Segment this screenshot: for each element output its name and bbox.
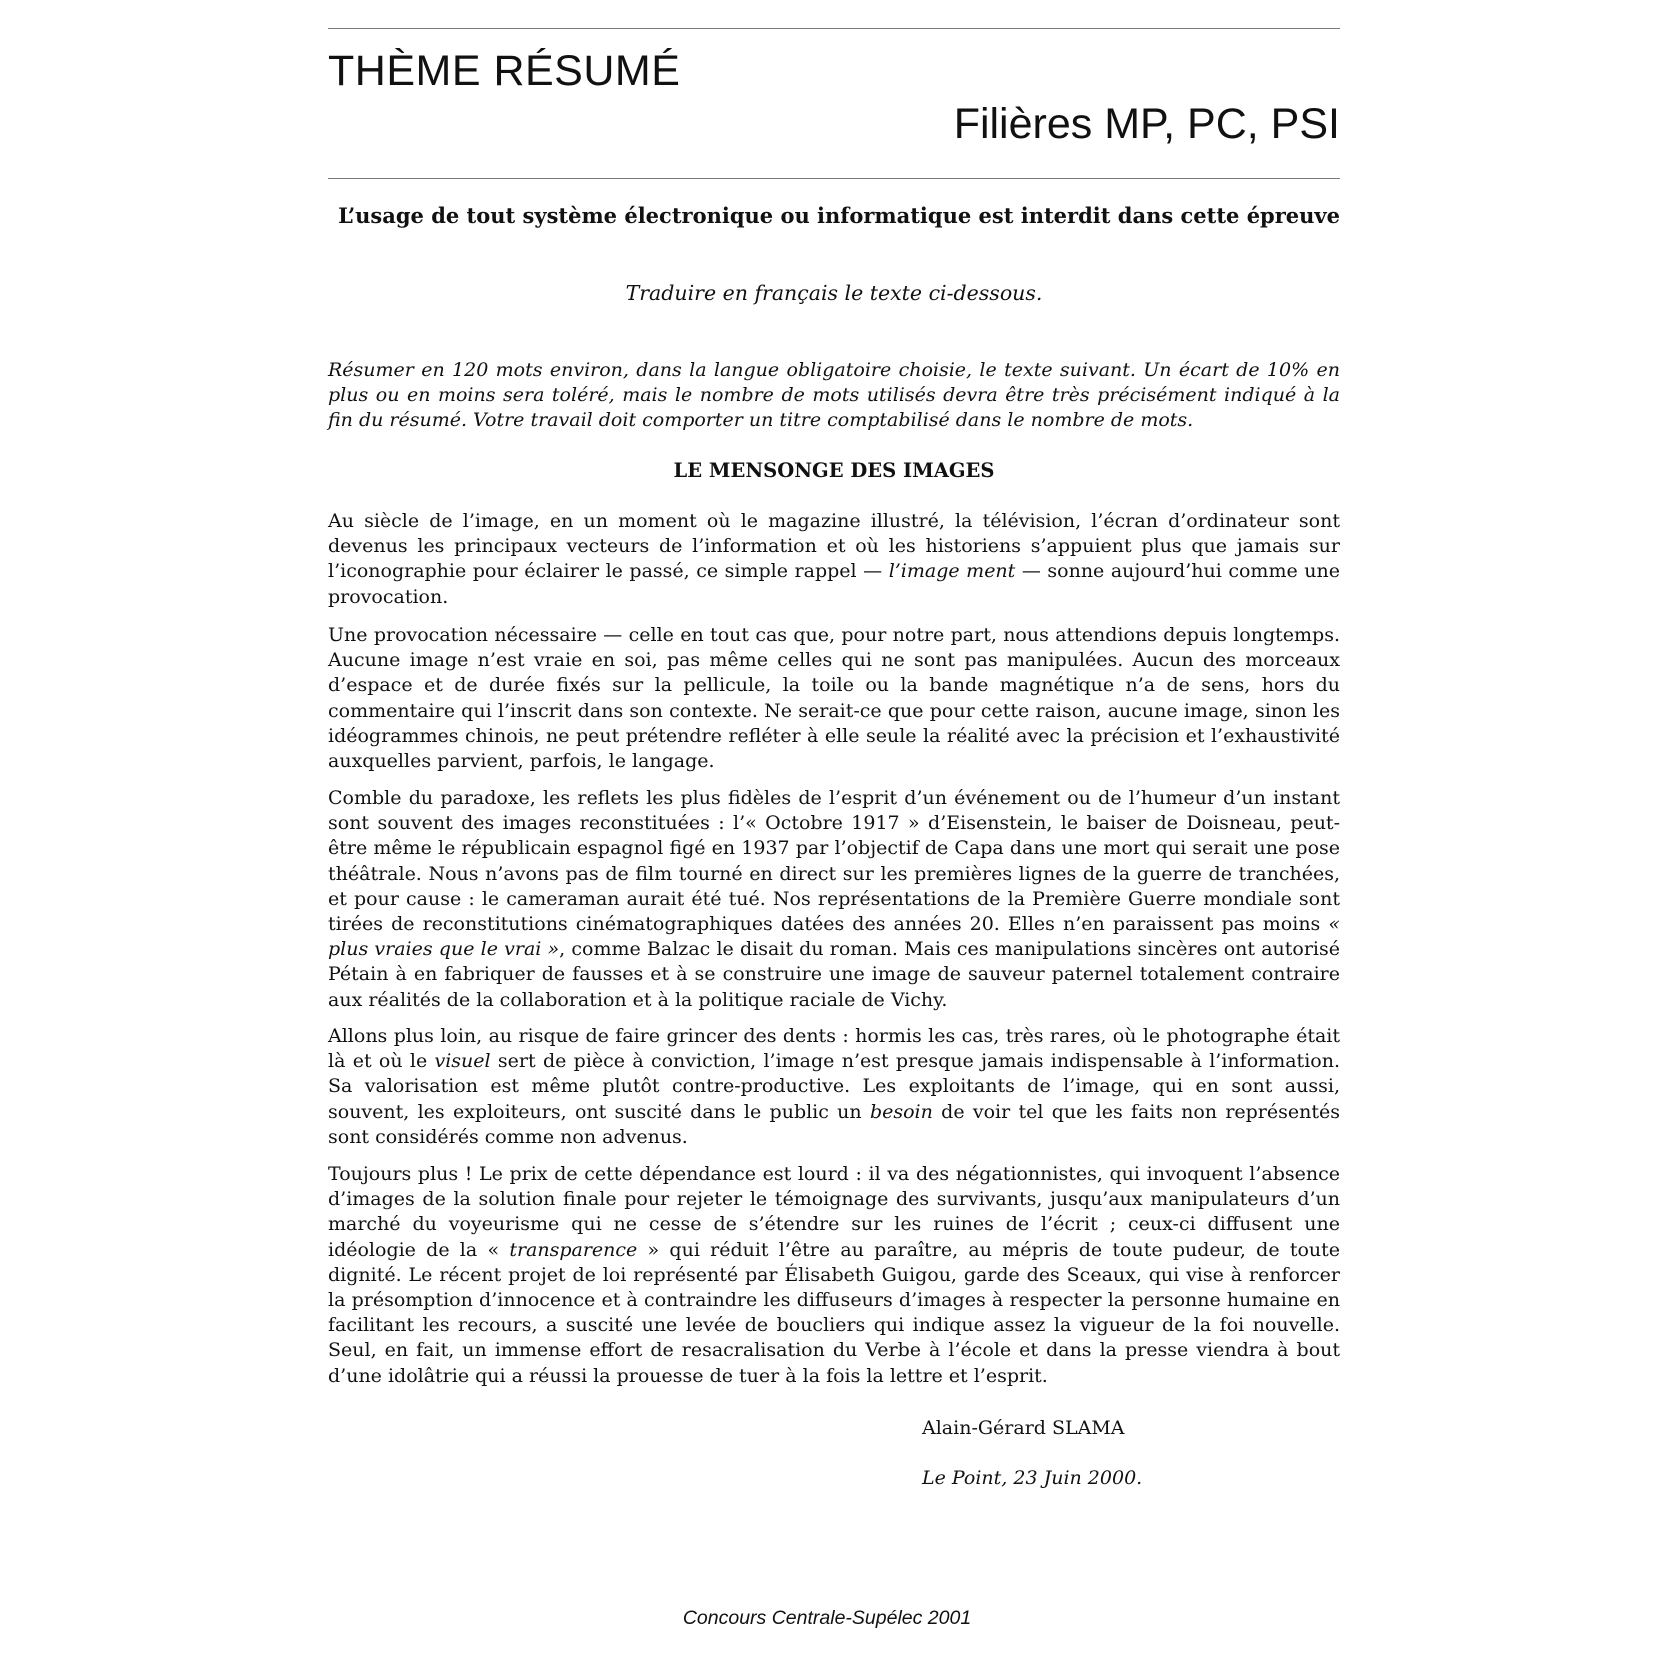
paragraph-2: Une provocation nécessaire — celle en tout cas que, pour notre part, nous attendions depuis longtemps. Aucune image n’est vraie en soi, pas même celles qui ne sont pas manipulées. Aucun des morceaux d’espace et de durée fixés sur la pellicule, la toile ou la bande magnétique n’a de sens, hors du commentaire qui l’inscrit dans son contexte. Ne serait-ce que pour cette raison, aucune image, sinon les idéogrammes chinois, ne peut prétendre refléter à elle seule la réalité avec la précision et l’exhaustivité auxquelles parvient, parfois, le langage. [328,624,1340,773]
author-name: Alain-Gérard SLAMA [922,1417,1125,1439]
paragraph-1: Au siècle de l’image, en un moment où le magazine illustré, la télévision, l’écran d’ordinateur sont devenus les principaux vecteurs de l’information et où les historiens s’appuient plus que jamais sur l’iconographie pour éclairer le passé, ce simple rappel — l’image ment — sonne aujourd’hui comme une provocation. [328,510,1340,608]
paragraph-3: Comble du paradoxe, les reflets les plus fidèles de l’esprit d’un événement ou de l’humeur d’un instant sont souvent des images reconstituées : l’« Octobre 1917 » d’Eisenstein, le baiser de Doisneau, peut-être même le républicain espagnol figé en 1937 par l’objectif de Capa dans une mort qui serait une pose théâtrale. Nous n’avons pas de film tourné en direct sur les premières lignes de la guerre de tranchées, et pour cause : le cameraman aurait été tué. Nos représentations de la Première Guerre mondiale sont tirées de reconstitutions cinématographiques datées des années 20. Elles n’en paraissent pas moins « plus vraies que le vrai », comme Balzac le disait du roman. Mais ces manipulations sincères ont autorisé Pétain à en fabriquer de fausses et à se construire une image de sauveur paternel totalement contraire aux réalités de la collaboration et à la politique raciale de Vichy. [328,787,1340,1011]
text-title: LE MENSONGE DES IMAGES [673,459,995,482]
top-divider [328,28,1340,29]
emphasis: « plus vraies que le vrai » [328,913,1340,961]
filieres-heading: Filières MP, PC, PSI [953,100,1340,148]
electronic-devices-warning: L’usage de tout système électronique ou informatique est interdit dans cette épreuve [338,203,1340,228]
emphasis: visuel [434,1050,491,1073]
summary-instructions: Résumer en 120 mots environ, dans la langue obligatoire choisie, le texte suivant. Un écart de 10% en plus ou en moins sera toléré, mais le nombre de mots utilisés devra être très précisément indiqué à la fin du résumé. Votre travail doit comporter un titre comptabilisé dans le nombre de mots. [328,359,1340,432]
header-divider [328,178,1340,179]
page-footer: Concours Centrale-Supélec 2001 [682,1607,972,1629]
theme-heading: THÈME RÉSUMÉ [328,47,681,95]
exam-page [328,0,1340,1654]
paragraph-5: Toujours plus ! Le prix de cette dépendance est lourd : il va des négationnistes, qui invoquent l’absence d’images de la solution finale pour rejeter le témoignage des survivants, jusqu’aux manipulateurs d’un marché du voyeurisme qui ne cesse de s’étendre sur les ruines de l’écrit ; ceux-ci diffusent une idéologie de la « transparence » qui réduit l’être au paraître, au mépris de toute pudeur, de toute dignité. Le récent projet de loi représenté par Élisabeth Guigou, garde des Sceaux, qui vise à renforcer la présomption d’innocence et à contraindre les diffuseurs d’images à respecter la personne humaine en facilitant les recours, a suscité une levée de boucliers qui indique assez la vigueur de la foi nouvelle. Seul, en fait, un immense effort de resacralisation du Verbe à l’école et dans la presse viendra à bout d’une idolâtrie qui a réussi la prouesse de tuer à la fois la lettre et l’esprit. [328,1163,1341,1387]
emphasis: transparence [509,1238,638,1261]
paragraph-4: Allons plus loin, au risque de faire grincer des dents : hormis les cas, très rares, où le photographe était là et où le visuel sert de pièce à conviction, l’image n’est presque jamais indispensable à l’information. Sa valorisation est même plutôt contre-productive. Les exploitants de l’image, qui en sont aussi, souvent, les exploiteurs, ont suscité dans le public un besoin de voir tel que les faits non représentés sont considérés comme non advenus. [328,1025,1340,1148]
translation-instruction: Traduire en français le texte ci-dessous. [625,281,1043,305]
emphasis: besoin [869,1100,933,1123]
emphasis: l’image ment [888,560,1016,583]
source-citation: Le Point, 23 Juin 2000. [922,1467,1143,1489]
